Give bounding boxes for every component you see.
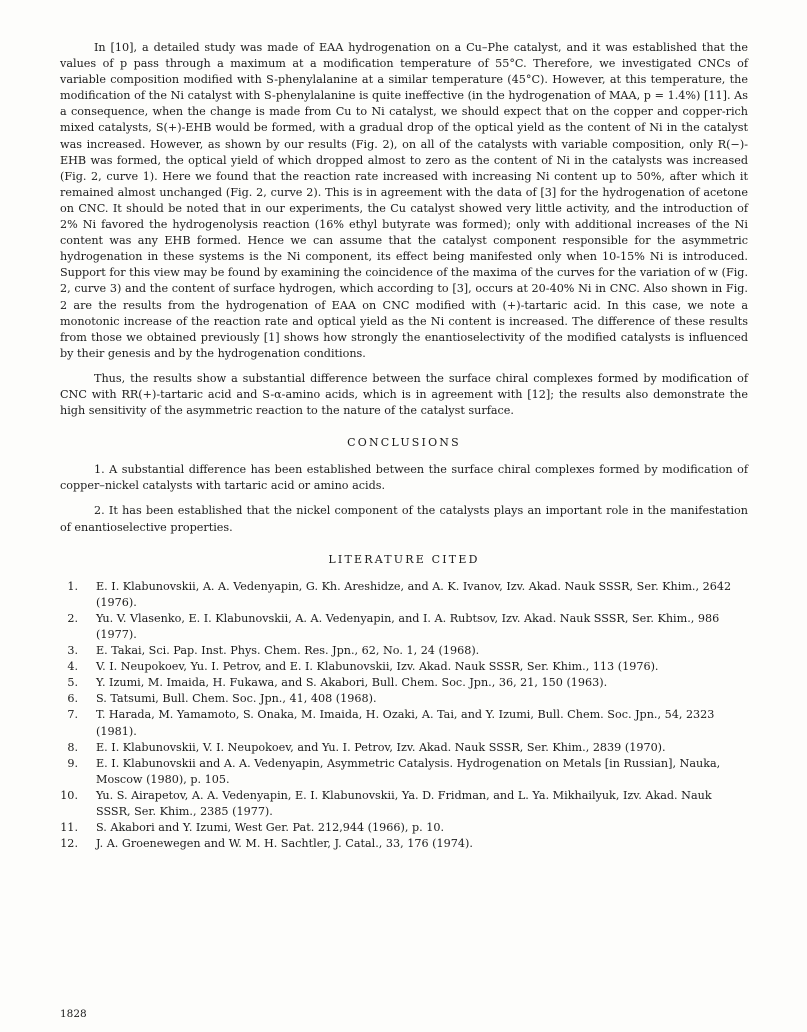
reference-number: 5 . <box>60 675 78 691</box>
reference-text: T. Harada, M. Yamamoto, S. Onaka, M. Imaida, H. Ozaki, A. Tai, and Y. Izumi, Bull. Chem. Soc. Jpn., 54, 2323 (1981). <box>96 708 715 738</box>
reference-item <box>60 836 748 852</box>
literature-heading: LITERATURE CITED <box>328 552 480 566</box>
reference-text: E. I. Klabunovskii, A. A. Vedenyapin, G. Kh. Areshidze, and A. K. Ivanov, Izv. Akad. Nauk SSSR, Ser. Khim., 2642 (1976). <box>96 579 732 609</box>
reference-text: V. I. Neupokoev, Yu. I. Petrov, and E. I. Klabunovskii, Izv. Akad. Nauk SSSR, Ser. Khim., 113 (1976). <box>96 660 659 674</box>
page-content <box>60 40 748 852</box>
reference-text: S. Tatsumi, Bull. Chem. Soc. Jpn., 41, 408 (1968). <box>96 692 377 706</box>
reference-number: 4 . <box>60 659 78 675</box>
reference-text: E. I. Klabunovskii, V. I. Neupokoev, and Yu. I. Petrov, Izv. Akad. Nauk SSSR, Ser. Khim., 2839 (1970). <box>96 740 666 754</box>
reference-item <box>60 691 748 707</box>
reference-number: 6 . <box>60 691 78 707</box>
reference-text: J. A. Groenewegen and W. M. H. Sachtler, J. Catal., 33, 176 (1974). <box>96 837 473 851</box>
reference-number: 12 . <box>60 836 78 852</box>
reference-item <box>60 740 748 756</box>
reference-item <box>60 756 748 788</box>
reference-number: 8 . <box>60 740 78 756</box>
reference-item <box>60 820 748 836</box>
reference-number: 1 . <box>60 579 78 595</box>
conclusion-item-1: 1. A substantial difference has been established between the surface chiral complexes formed by modification of copper–nickel catalysts with tartaric acid or amino acids. <box>60 463 748 493</box>
reference-item <box>60 707 748 739</box>
reference-item <box>60 675 748 691</box>
conclusion-item-2: 2. It has been established that the nickel component of the catalysts plays an important role in the manifestation of enantioselective properties. <box>60 504 748 534</box>
reference-text: Y. Izumi, M. Imaida, H. Fukawa, and S. Akabori, Bull. Chem. Soc. Jpn., 36, 21, 150 (1963). <box>96 676 608 690</box>
reference-number: 7 . <box>60 707 78 723</box>
reference-number: 11 . <box>60 820 78 836</box>
reference-item <box>60 611 748 643</box>
reference-number: 3 . <box>60 643 78 659</box>
reference-item <box>60 788 748 820</box>
body-paragraph-2: Thus, the results show a substantial difference between the surface chiral complexes formed by modification of CNC with RR(+)-tartaric acid and S-α-amino acids, which is in agreement with [12]; the results also demonstrate the high sensitivity of the asymmetric reaction to the nature of the catalyst surface. <box>60 371 748 418</box>
reference-number: 2 . <box>60 611 78 627</box>
reference-text: Yu. S. Airapetov, A. A. Vedenyapin, E. I. Klabunovskii, Ya. D. Fridman, and L. Ya. Mikhailyuk, Izv. Akad. Nauk SSSR, Ser. Khim., 2385 (1977). <box>96 788 712 819</box>
conclusions-heading: CONCLUSIONS <box>347 436 461 450</box>
reference-number: 10 . <box>60 788 78 804</box>
reference-number: 9 . <box>60 756 78 772</box>
reference-item <box>60 659 748 675</box>
reference-item <box>60 643 748 659</box>
reference-item <box>60 579 748 611</box>
reference-list <box>60 579 748 853</box>
reference-text: E. I. Klabunovskii and A. A. Vedenyapin, Asymmetric Catalysis. Hydrogenation on Metals [in Russian], Nauka, Moscow (1980), p. 105. <box>96 756 721 786</box>
reference-text: S. Akabori and Y. Izumi, West Ger. Pat. 212,944 (1966), p. 10. <box>96 821 445 835</box>
body-paragraph-1: In [10], a detailed study was made of EAA hydrogenation on a Cu–Phe catalyst, and it was established that the values of p pass through a maximum at a modification temperature of 55°C. Therefore, we investigated CNCs of variable composition modified with S-phenylalanine at a similar temperature (45°C). However, at this temperature, the modification of the Ni catalyst with S-phenylalanine is quite ineffective (in the hydrogenation of MAA, p = 1.4%) [11]. As a consequence, when the change is made from Cu to Ni catalyst, we should expect that on the copper and copper-rich mixed catalysts, S(+)-EHB would be formed, with a gradual drop of the optical yield as the content of Ni in the catalyst was increased. However, as shown by our results (Fig. 2), on all of the catalysts with variable composition, only R(−)-EHB was formed, the optical yield of which dropped almost to zero as the content of Ni in the catalysts was increased (Fig. 2, curve 1). Here we found that the reaction rate increased with increasing Ni content up to 50%, after which it remained almost unchanged (Fig. 2, curve 2). This is in agreement with the data of [3] for the hydrogenation of acetone on CNC. It should be noted that in our experiments, the Cu catalyst showed very little activity, and the introduction of 2% Ni favored the hydrogenolysis reaction (16% ethyl butyrate was formed); only with additional increases of the Ni content was any EHB formed. Hence we can assume that the catalyst component responsible for the asymmetric hydrogenation in these systems is the Ni component, its effect being manifested only when 10-15% Ni is introduced. Support for this view may be found by examining the coincidence of the maxima of the curves for the variation of w (Fig. 2, curve 3) and the content of surface hydrogen, which according to [3], occurs at 20-40% Ni in CNC. Also shown in Fig. 2 are the results from the hydrogenation of EAA on CNC modified with (+)-tartaric acid. In this case, we note a monotonic increase of the reaction rate and optical yield as the Ni content is increased. The difference of these results from those we obtained previously [1] shows how strongly the enantioselectivity of the modified catalysts is influenced by their genesis and by the hydrogenation conditions. <box>60 41 748 360</box>
page-number: 1828 <box>60 1008 87 1020</box>
reference-text: Yu. V. Vlasenko, E. I. Klabunovskii, A. A. Vedenyapin, and I. A. Rubtsov, Izv. Akad. Nauk SSSR, Ser. Khim., 986 (1977). <box>96 611 720 641</box>
reference-text: E. Takai, Sci. Pap. Inst. Phys. Chem. Res. Jpn., 62, No. 1, 24 (1968). <box>96 644 480 658</box>
